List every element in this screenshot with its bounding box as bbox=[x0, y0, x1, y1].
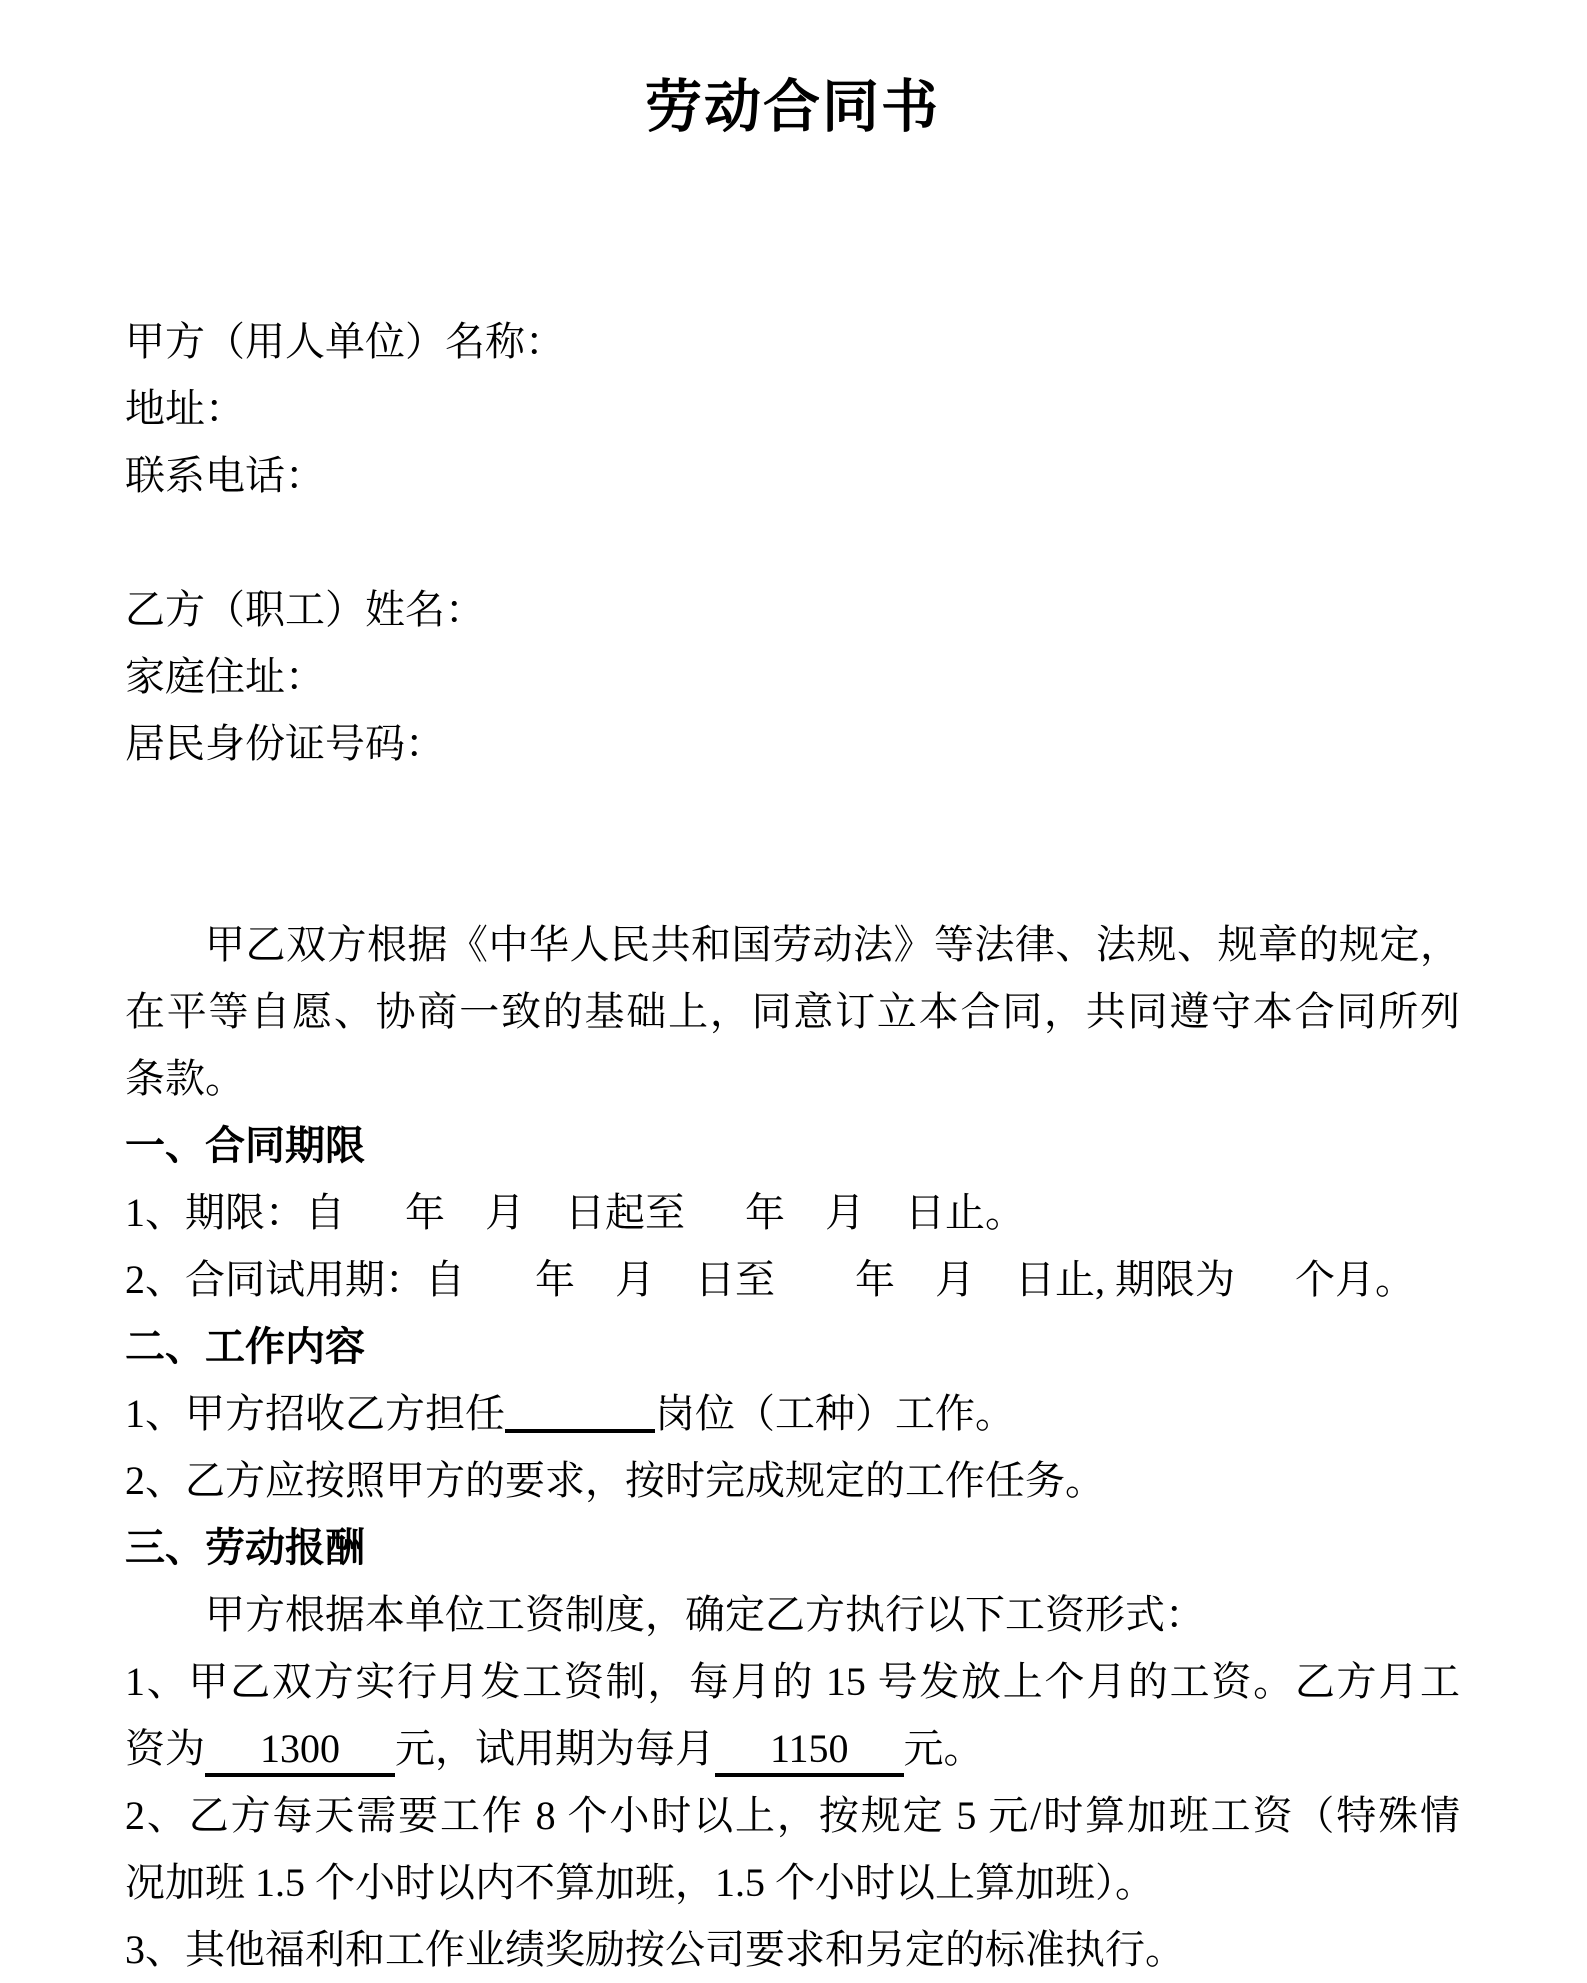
probation-term-line: 2、合同试用期：自 年 月 日至 年 月 日止, 期限为 个月。 bbox=[125, 1257, 1415, 1302]
probation-wage-value: 1150 bbox=[715, 1726, 904, 1777]
wage-intro-line: 甲方根据本单位工资制度，确定乙方执行以下工资形式： bbox=[205, 1592, 1205, 1637]
contract-term-line: 1、期限：自 年 月 日起至 年 月 日止。 bbox=[125, 1190, 1025, 1235]
party-a-name-label: 甲方（用人单位）名称： bbox=[125, 319, 565, 364]
job-position-blank bbox=[505, 1429, 655, 1433]
section-contract-term bbox=[125, 1112, 1460, 1313]
wage-line2-prefix: 资为 bbox=[125, 1726, 205, 1771]
section-work-content bbox=[125, 1313, 1460, 1514]
party-a-block bbox=[125, 308, 1460, 509]
party-b-id-number-label: 居民身份证号码： bbox=[125, 721, 445, 766]
job-position-suffix: 岗位（工种）工作。 bbox=[655, 1391, 1015, 1436]
section-1-heading: 一、合同期限 bbox=[125, 1123, 365, 1168]
wage-item1-line1: 1、甲乙双方实行月发工资制，每月的 15 号发放上个月的工资。乙方月工 bbox=[125, 1659, 1460, 1704]
preamble-line-2: 在平等自愿、协商一致的基础上，同意订立本合同，共同遵守本合同所列 bbox=[125, 989, 1460, 1034]
job-position-prefix: 1、甲方招收乙方担任 bbox=[125, 1391, 505, 1436]
preamble-line-3: 条款。 bbox=[125, 1056, 245, 1101]
document-title: 劳动合同书 bbox=[645, 76, 940, 139]
overtime-line1: 2、乙方每天需要工作 8 个小时以上，按规定 5 元/时算加班工资（特殊情 bbox=[125, 1793, 1460, 1838]
party-b-block bbox=[125, 576, 1460, 777]
job-position-line bbox=[125, 1380, 1460, 1447]
section-3-heading: 三、劳动报酬 bbox=[125, 1525, 365, 1570]
preamble bbox=[125, 911, 1460, 1112]
party-b-home-address-label: 家庭住址： bbox=[125, 654, 325, 699]
wage-line2-suffix: 元。 bbox=[903, 1726, 984, 1771]
party-a-phone-label: 联系电话： bbox=[125, 453, 325, 498]
overtime-line2: 况加班 1.5 个小时以内不算加班，1.5 个小时以上算加班）。 bbox=[125, 1860, 1155, 1905]
monthly-wage-value: 1300 bbox=[205, 1726, 395, 1777]
party-b-name-label: 乙方（职工）姓名： bbox=[125, 587, 485, 632]
party-a-address-label: 地址： bbox=[125, 386, 245, 431]
section-2-heading: 二、工作内容 bbox=[125, 1324, 365, 1369]
section-remuneration bbox=[125, 1514, 1460, 1983]
benefits-line: 3、其他福利和工作业绩奖励按公司要求和另定的标准执行。 bbox=[125, 1927, 1185, 1972]
wage-line2-mid: 元，试用期为每月 bbox=[395, 1726, 715, 1771]
wage-item1-line2 bbox=[125, 1715, 1460, 1782]
preamble-line-1: 甲乙双方根据《中华人民共和国劳动法》等法律、法规、规章的规定， bbox=[205, 922, 1460, 967]
work-task-line: 2、乙方应按照甲方的要求，按时完成规定的工作任务。 bbox=[125, 1458, 1105, 1503]
